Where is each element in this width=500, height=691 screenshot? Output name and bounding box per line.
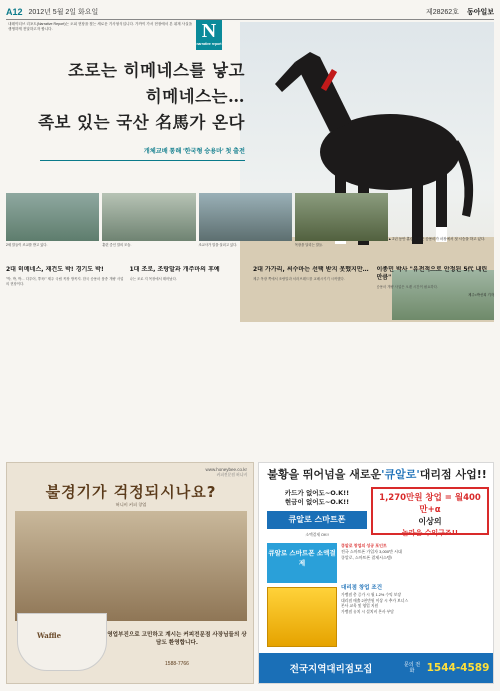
conditions-item: 가맹점 총 증가 시 월 1.2% 수익 보장	[341, 593, 402, 597]
photo-1	[6, 193, 99, 241]
inquiry-phone[interactable]: 1544-4589	[426, 662, 490, 674]
recruitment-bar	[259, 653, 494, 683]
ad-card-line-2: 현금이 없어도~O.K!!	[284, 498, 350, 506]
startup-cost-tagline: 놀라운 수익구조!!	[401, 529, 459, 537]
smartphone-payment-badge: 큐알로 스마트폰 소액결제	[267, 543, 337, 583]
ad-cta: 영업부진으로 고민하고 계시는 커피전문점 사장님들의 상담도 환영합니다.	[107, 632, 247, 646]
ad-brand-label: 커피전문점 허니비	[216, 473, 247, 477]
ad-subline: 허니비 커피 창업	[115, 502, 147, 507]
photo-strip	[6, 193, 388, 241]
conditions-item: 대리점 매출 2천만원 이상 시 추가 보너스	[341, 598, 409, 603]
ad-phone[interactable]: 1588-7766	[165, 661, 189, 667]
intro-text: 내레이티브 리포트(Narrative Report)는 오피 현장을 찾는 새로운 기사형식입니다. 가까이 가서 현장에서 본 취재 사실을 생생하게 전달하고자 합니다.	[8, 22, 193, 31]
ad-title	[259, 463, 494, 485]
ad-headline: 불경기가 걱정되시나요?	[45, 483, 217, 501]
column-heading: 1대 조로, 조랑말과 개주마의 후예	[129, 266, 220, 273]
conditions-item: 본사 교육 및 영업 지원	[341, 604, 379, 609]
article-column-3	[253, 266, 371, 464]
conditions-item: 가맹점 유치 시 설치비 본사 부담	[341, 609, 394, 614]
article-column-4	[377, 266, 495, 464]
conditions-list	[341, 593, 489, 615]
photo-3	[199, 193, 292, 241]
coffee-cup-image	[17, 613, 107, 671]
startup-cost-mid: 이상의	[418, 517, 442, 526]
qualo-dealer-ad[interactable]	[258, 462, 494, 684]
ad-title-brand: '큐알로'	[381, 468, 420, 481]
ad-title-suffix: 대리점 사업!!	[419, 468, 487, 481]
logo-letter: N	[201, 20, 217, 42]
subheadline-rule	[40, 160, 245, 161]
column-body: 승용마 개량 사업은 오랜 시간이 필요하다.	[376, 285, 438, 289]
storefront-image	[267, 587, 337, 647]
photo-caption-2: 훈련 중인 말의 모습.	[102, 243, 132, 247]
ad-card-line-1: 카드가 없어도~O.K!!	[284, 489, 350, 497]
column-heading: 2대 히메네스, 재건도 박! 경기도 박!	[6, 266, 104, 273]
logo-label: narrative report	[196, 42, 222, 46]
edition-number: 제28262호	[425, 9, 459, 16]
photo-2	[102, 193, 195, 241]
newspaper-name: 동아일보	[466, 9, 494, 16]
column-heading: 2대 가가리, 씨수마는 선택 받지 못했지만…	[253, 266, 369, 273]
startup-cost: 1,270만원 창업 = 월400만+α	[379, 493, 481, 515]
headline-line-2: 히메네스는…	[145, 87, 245, 106]
column-heading: 이종민 박사 "유전적으로 안정된 5代 내린 만큼"	[376, 266, 488, 281]
subheadline: 개체교배 통해 '한국형 승용마' 첫 출전	[143, 148, 245, 155]
photo-captions	[6, 243, 388, 247]
recruitment-text: 전국지역대리점모집	[289, 664, 373, 675]
column-body: 나는 조로 지 목장에서 태어났다.	[129, 277, 177, 281]
page-header	[6, 6, 494, 18]
ad-url[interactable]: www.honeybee.co.kr	[205, 467, 247, 472]
inquiry-label: 문의 전화	[403, 662, 421, 674]
column-body: 제주 목장 쪽에서 조랑말과 서러브레드를 교배시키기 시작했다.	[253, 277, 345, 281]
headline-line-3: 족보 있는 국산 名馬가 온다	[38, 113, 245, 132]
article-column-1	[6, 266, 124, 464]
byline: 제주=박선희 기자	[468, 293, 494, 298]
ad-title-prefix: 불황을 뛰어넘을 새로운	[267, 468, 382, 481]
photo-4	[295, 193, 388, 241]
success-point-2: 큐알로, 스마트폰 결제시스템!	[341, 555, 392, 560]
header-rule	[6, 19, 494, 20]
success-points	[341, 543, 489, 561]
issue-date: 2012년 5월 2일 화요일	[28, 9, 99, 16]
article-column-2	[130, 266, 248, 464]
photo-caption-3: 조교사가 말을 살피고 있다.	[198, 243, 238, 247]
conditions-title: 대리점 창업 조건	[341, 585, 383, 591]
narrative-report-logo	[196, 20, 222, 50]
article-columns	[6, 266, 494, 464]
qualo-logo: 큐알로 스마트폰	[267, 511, 367, 529]
success-points-title: 큐알로 창업의 성공 포인트	[341, 543, 387, 548]
headline	[20, 58, 245, 136]
photo-caption-1: 2세 말들이 조교를 받고 있다.	[6, 243, 48, 247]
ad-subline: 소액결제 OK!!	[305, 533, 329, 537]
coffee-franchise-ad[interactable]	[6, 462, 254, 684]
column-body: "박, 박, 박… 다투어, 쭈욱!" 제주 국립 목장 방목지. 한국 승용마 품종 개량 사업의 현장이다.	[6, 277, 124, 287]
page-number: A12	[6, 7, 23, 17]
cup-label: Waffle	[37, 631, 62, 640]
ad-card-lines	[267, 489, 367, 507]
success-point-1: 전국 스마트폰 가입자 3,000만 시대	[341, 549, 402, 554]
photo-caption-4: 목장을 달리는 말들.	[294, 243, 323, 247]
main-photo-caption: ▲ 2년 동안 훈련을 받은 승용마가 마장에서 첫 시승을 하고 있다.	[388, 237, 486, 241]
startup-cost-box	[371, 487, 489, 535]
cafe-scene-image	[15, 511, 247, 621]
headline-line-1: 조로는 히메네스를 낳고	[68, 61, 245, 80]
